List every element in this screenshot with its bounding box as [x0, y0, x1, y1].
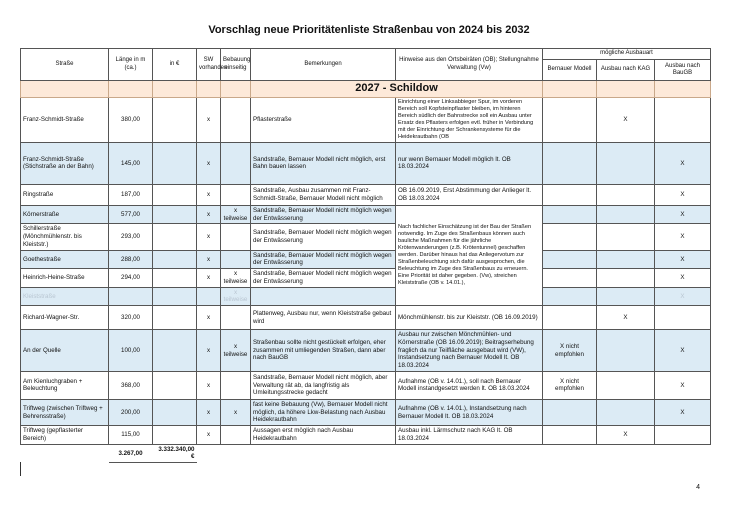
cell-bernauer: X nicht empfohlen [543, 371, 597, 399]
cell-laenge: 368,00 [109, 371, 153, 399]
cell-bernauer: X nicht empfohlen [543, 330, 597, 372]
cell-hinweise: Aufnahme (OB v. 14.01.), soll nach Bernauer Modell instandgesetzt werden lt. OB 18.03.2024 [396, 371, 543, 399]
table-row [21, 184, 711, 205]
table-row [21, 426, 711, 445]
cell-laenge: 187,00 [109, 184, 153, 205]
header-baugb: Ausbau nach BauGB [655, 60, 711, 81]
cell-bebauung [221, 142, 251, 184]
cell-strasse: Kleiststraße [21, 287, 109, 306]
cell-bernauer [543, 224, 597, 250]
cell-laenge: 380,00 [109, 98, 153, 143]
cell-laenge: 145,00 [109, 142, 153, 184]
cell-bebauung: x teilweise [221, 330, 251, 372]
cell-strasse: Schillerstraße (Mönchmühlenstr. bis Kleiststr.) [21, 224, 109, 250]
margin-mark [20, 462, 21, 476]
cell-bemerkungen: Sandstraße, Bernauer Modell nicht möglich, erst Bahn bauen lassen [251, 142, 396, 184]
cell-bemerkungen: Sandstraße, Bernauer Modell nicht möglich, aber Verwaltung rät ab, da langfristig als Umleitungsstrecke gedacht [251, 371, 396, 399]
cell-sw: x [197, 98, 221, 143]
cell-strasse: Am Kienluchgraben + Beleuchtung [21, 371, 109, 399]
cell-bemerkungen: Aussagen erst möglich nach Ausbau Heidekrautbahn [251, 426, 396, 445]
cell-bernauer [543, 98, 597, 143]
cell-kag [597, 330, 655, 372]
cell-strasse: Goethestraße [21, 250, 109, 269]
page-number: 4 [696, 484, 700, 491]
cell-bernauer [543, 184, 597, 205]
cell-kag [597, 205, 655, 224]
cell-kag [597, 371, 655, 399]
cell-kag: X [597, 98, 655, 143]
cell-baugb: X [655, 371, 711, 399]
cell-kag [597, 399, 655, 425]
cell-sw: x [197, 224, 221, 250]
cell-bemerkungen: fast keine Bebauung (Vw), Bernauer Modell nicht möglich, da höhere Lkw-Belastung nach Ausbau Heidekrautbahn [251, 399, 396, 425]
cell-baugb: X [655, 330, 711, 372]
cell-laenge: 100,00 [109, 330, 153, 372]
header-strasse: Straße [21, 49, 109, 81]
cell-strasse: Ringstraße [21, 184, 109, 205]
cell-baugb: X [655, 250, 711, 269]
cell-bebauung: x teilweise [221, 269, 251, 288]
cell-sw: x [197, 371, 221, 399]
cell-laenge: 294,00 [109, 269, 153, 288]
cell-sw: x [197, 269, 221, 288]
cell-bemerkungen: Sandstraße, Bernauer Modell nicht möglich wegen der Entwässerung [251, 269, 396, 288]
cell-sw: x [197, 426, 221, 445]
cell-hinweise: Aufnahme (OB v. 14.01.), Instandsetzung nach Bernauer Modell lt. OB 18.03.2024 [396, 399, 543, 425]
cell-bemerkungen: Pflasterstraße [251, 98, 396, 143]
cell-bernauer [543, 287, 597, 306]
header-euro: in € [153, 49, 197, 81]
cell-bernauer [543, 306, 597, 330]
cell-bebauung: x [221, 399, 251, 425]
cell-baugb: X [655, 205, 711, 224]
cell-bernauer [543, 269, 597, 288]
cell-laenge: 288,00 [109, 250, 153, 269]
cell-sw [197, 287, 221, 306]
cell-baugb: X [655, 287, 711, 306]
table-row [21, 306, 711, 330]
cell-strasse: Triftweg (zwischen Triftweg + Behrensstraße) [21, 399, 109, 425]
header-sw: SW vorhanden [197, 49, 221, 81]
cell-laenge: 320,00 [109, 306, 153, 330]
cell-strasse: Heinrich-Heine-Straße [21, 269, 109, 288]
cell-bebauung [221, 371, 251, 399]
cell-strasse: Franz-Schmidt-Straße (Stichstraße an der Bahn) [21, 142, 109, 184]
cell-baugb: X [655, 142, 711, 184]
cell-baugb: X [655, 224, 711, 250]
table-row [21, 224, 711, 250]
cell-hinweise: Einrichtung einer Linksabbieger Spur, im vorderen Bereich soll Kopfsteinpflaster bleiben, im hinteren Bereich südlich der Bahnstrecke soll ein Ausbau unter Ersatz des Pflasters erfolgen evtl. früher in Verbindung mit der Einrichtung der Schrankensysteme für die Heidekrautbahn (OB [396, 98, 543, 143]
totals-row [21, 444, 711, 463]
table-row [21, 250, 711, 269]
cell-hinweise: OB 16.09.2019, Erst Abstimmung der Anlieger lt. OB 18.03.2024 [396, 184, 543, 205]
cell-bemerkungen: Sandstraße, Ausbau zusammen mit Franz-Schmidt-Straße, Bernauer Modell nicht möglich [251, 184, 396, 205]
cell-sw: x [197, 250, 221, 269]
table-row [21, 371, 711, 399]
cell-bemerkungen: Sandstraße, Bernauer Modell nicht möglich wegen der Entwässerung [251, 205, 396, 224]
cell-sw: x [197, 205, 221, 224]
cell-laenge: 293,00 [109, 224, 153, 250]
cell-sw: x [197, 330, 221, 372]
cell-kag [597, 142, 655, 184]
cell-baugb: X [655, 184, 711, 205]
cell-bernauer [543, 250, 597, 269]
table-row [21, 142, 711, 184]
table-row [21, 399, 711, 425]
priority-table [20, 48, 711, 463]
cell-bebauung [221, 306, 251, 330]
cell-bernauer [543, 142, 597, 184]
cell-kag [597, 250, 655, 269]
cell-hinweise: Ausbau nur zwischen Mönchmühlen- und Körnerstraße (OB 16.09.2019); Beitragserhebung fraglich da nur Teilfläche ausgebaut wird (VW), Instandsetzung nach Bernauer Modell lt. OB 18.03.2024 [396, 330, 543, 372]
cell-kag [597, 287, 655, 306]
cell-sw: x [197, 399, 221, 425]
cell-bemerkungen: Sandstraße, Bernauer Modell nicht möglich wegen der Entwässerung [251, 250, 396, 269]
table-row [21, 98, 711, 143]
cell-bemerkungen: Plattenweg, Ausbau nur, wenn Kleiststraße gebaut wird [251, 306, 396, 330]
cell-baugb: X [655, 399, 711, 425]
cell-bebauung: x teilweise [221, 287, 251, 306]
cell-laenge: 577,00 [109, 205, 153, 224]
cell-sw: x [197, 306, 221, 330]
cell-bebauung [221, 426, 251, 445]
cell-kag [597, 224, 655, 250]
cell-laenge [109, 287, 153, 306]
cell-hinweise: Ausbau inkl. Lärmschutz nach KAG lt. OB 18.03.2024 [396, 426, 543, 445]
cell-strasse: Franz-Schmidt-Straße [21, 98, 109, 143]
cell-strasse: An der Quelle [21, 330, 109, 372]
header-bernauer: Bernauer Modell [543, 60, 597, 81]
cell-bemerkungen: Sandstraße, Bernauer Modell nicht möglich wegen der Entwässerung [251, 224, 396, 250]
total-laenge: 3.267,00 [109, 444, 153, 463]
header-kag: Ausbau nach KAG [597, 60, 655, 81]
cell-sw: x [197, 142, 221, 184]
cell-strasse: Richard-Wagner-Str. [21, 306, 109, 330]
header-bebauung: Bebauung einseitig [221, 49, 251, 81]
cell-baugb [655, 306, 711, 330]
cell-bebauung [221, 224, 251, 250]
cell-baugb [655, 98, 711, 143]
header-bemerkungen: Bemerkungen [251, 49, 396, 81]
cell-laenge: 115,00 [109, 426, 153, 445]
total-euro: 3.332.340,00 € [153, 444, 197, 463]
cell-bebauung [221, 250, 251, 269]
cell-baugb: X [655, 269, 711, 288]
header-hinweise: Hinweise aus den Ortsbeiräten (OB); Stellungnahme Verwaltung (Vw) [396, 49, 543, 81]
cell-strasse: Körnerstraße [21, 205, 109, 224]
cell-kag [597, 269, 655, 288]
cell-bebauung [221, 98, 251, 143]
cell-bemerkungen: Straßenbau sollte nicht gestückelt erfolgen, eher zusammen mit umliegenden Straßen, dann aber nach BauGB [251, 330, 396, 372]
cell-sw: x [197, 184, 221, 205]
cell-kag [597, 184, 655, 205]
table-row [21, 287, 711, 306]
section-title: 2027 - Schildow [251, 81, 543, 98]
cell-baugb [655, 426, 711, 445]
header-laenge: Länge in m (ca.) [109, 49, 153, 81]
cell-bernauer [543, 205, 597, 224]
cell-laenge: 200,00 [109, 399, 153, 425]
cell-bemerkungen [251, 287, 396, 306]
merged-note: Nach fachlicher Einschätzung ist der Bau der Straßen notwendig. Im Zuge des Straßenbaus können auch bauliche Maßnahmen für die jährliche Krötenwanderungen (z.B. Krötentunnel) geschaffen werden. Darüber hinaus hat das Anliegervotum zur Straßenbeleuchtung sich dafür ausgesprochen, die Beleuchtung im Zuge des Straßenbaus zu erneuern. Eine Priorität ist daher gegeben. (Vw), streichen Kleiststraße (OB v. 14.01.), [396, 205, 543, 305]
cell-strasse: Triftweg (gepflasterter Bereich) [21, 426, 109, 445]
cell-hinweise: nur wenn Bernauer Modell möglich lt. OB 18.03.2024 [396, 142, 543, 184]
table-row [21, 269, 711, 288]
header-ausbauart-group: mögliche Ausbauart [543, 49, 711, 60]
cell-kag: X [597, 306, 655, 330]
table-row [21, 205, 711, 224]
cell-hinweise: Mönchmühlenstr. bis zur Kleiststr. (OB 16.09.2019) [396, 306, 543, 330]
cell-bernauer [543, 426, 597, 445]
page-title: Vorschlag neue Prioritätenliste Straßenbau von 2024 bis 2032 [208, 24, 530, 36]
table-row [21, 330, 711, 372]
cell-kag: X [597, 426, 655, 445]
cell-bebauung [221, 184, 251, 205]
cell-bernauer [543, 399, 597, 425]
cell-bebauung: x teilweise [221, 205, 251, 224]
